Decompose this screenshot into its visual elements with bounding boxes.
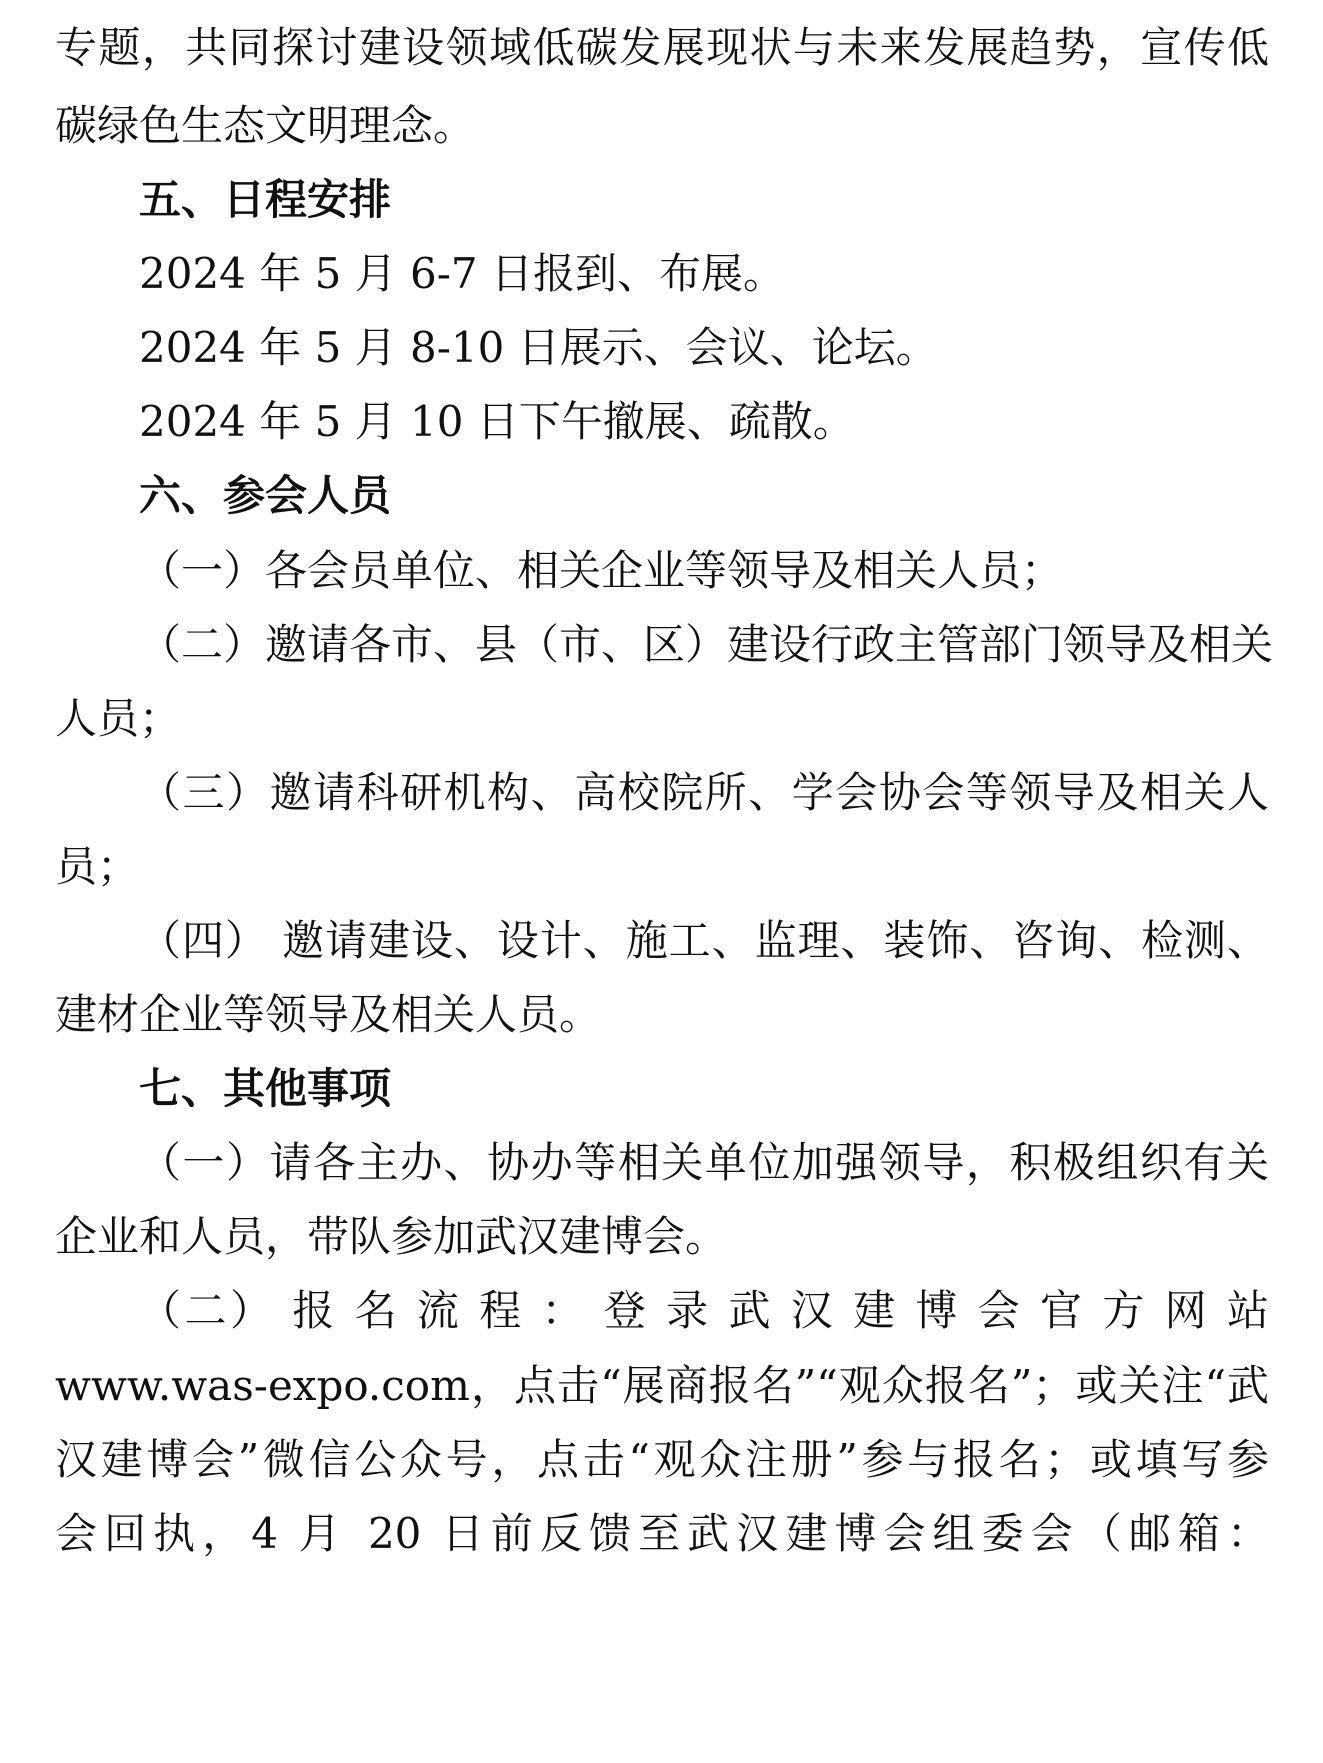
schedule-item: 2024 年 5 月 8-10 日展示、会议、论坛。: [139, 323, 938, 372]
other-matter-item: （一）请各主办、协办等相关单位加强领导，积极组织有关: [139, 1138, 1269, 1187]
attendee-item: （二）邀请各市、县（市、区）建设行政主管部门领导及相关: [139, 620, 1274, 669]
other-matter-item-continued: 企业和人员，带队参加武汉建博会。: [55, 1212, 728, 1261]
schedule-item: 2024 年 5 月 6-7 日报到、布展。: [139, 249, 785, 298]
registration-process-continued: www.was-expo.com，点击“展商报名”“观众报名”；或关注“武: [55, 1361, 1269, 1410]
registration-process: （二） 报 名 流 程 ： 登 录 武 汉 建 博 会 官 方 网 站: [139, 1286, 1269, 1335]
registration-process-continued: 汉建博会”微信公众号，点击“观众注册”参与报名；或填写参: [55, 1435, 1269, 1484]
attendee-item-continued: 员；: [55, 842, 140, 891]
registration-process-continued: 会回执，4 月 20 日前反馈至武汉建博会组委会（邮箱：: [55, 1509, 1269, 1558]
attendee-item-continued: 人员；: [55, 694, 182, 743]
paragraph-line: 碳绿色生态文明理念。: [55, 101, 476, 150]
attendee-item: （三）邀请科研机构、高校院所、学会协会等领导及相关人: [139, 768, 1269, 817]
schedule-item: 2024 年 5 月 10 日下午撤展、疏散。: [139, 397, 855, 446]
section-heading-attendees: 六、参会人员: [139, 471, 392, 520]
attendee-item-continued: 建材企业等领导及相关人员。: [55, 990, 602, 1039]
section-heading-other-matters: 七、其他事项: [139, 1064, 392, 1113]
attendee-item: （一）各会员单位、相关企业等领导及相关人员；: [139, 546, 1064, 595]
section-heading-schedule: 五、日程安排: [139, 175, 392, 224]
paragraph-line: 专题，共同探讨建设领域低碳发展现状与未来发展趋势，宣传低: [55, 23, 1269, 72]
attendee-item: （四） 邀请建设、设计、施工、监理、装饰、咨询、检测、: [139, 916, 1269, 965]
